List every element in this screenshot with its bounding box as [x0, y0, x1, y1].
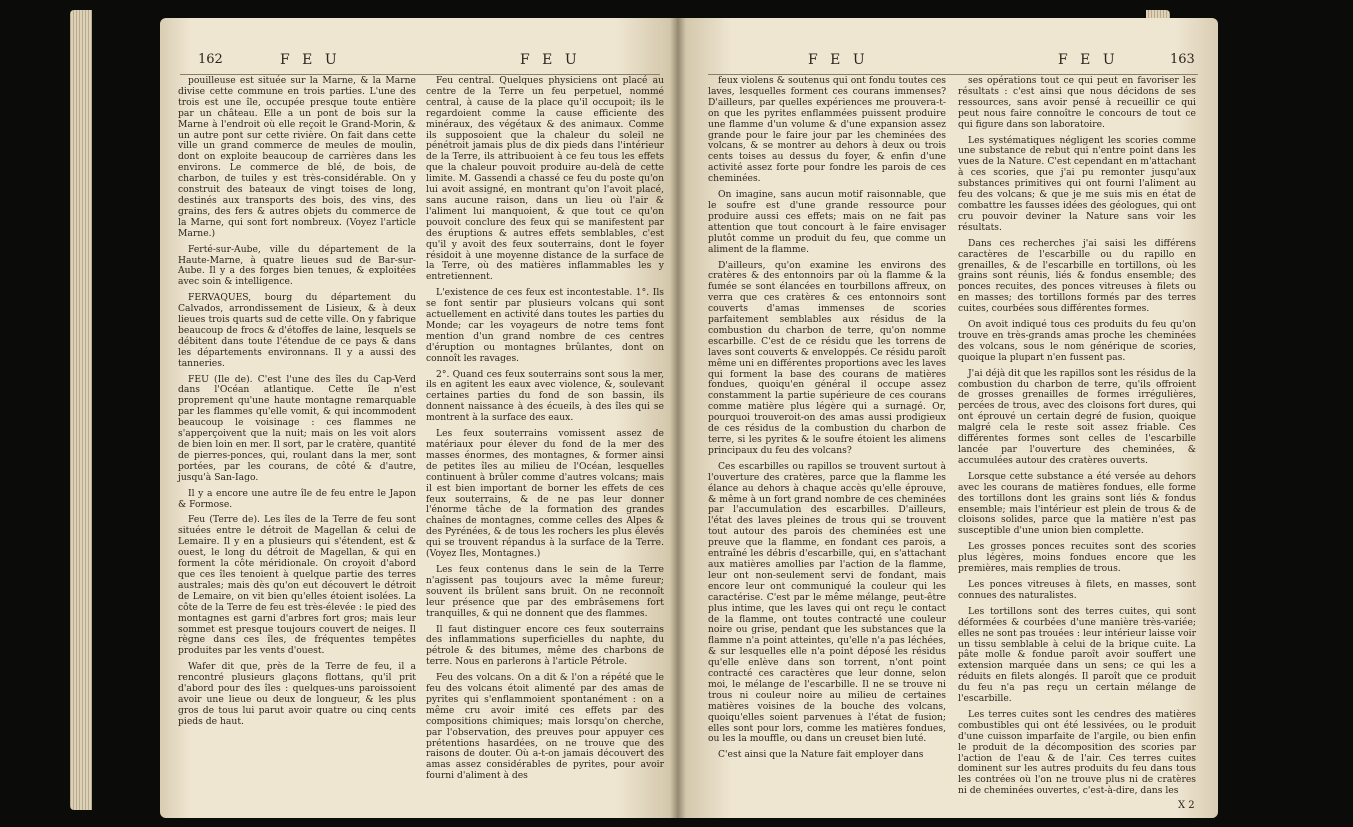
left-column-2	[426, 76, 664, 787]
paragraph: Feu des volcans. On a dit & l'on a répété que le feu des volcans étoit alimenté par des amas de pyrites qui s'enflammoient spontanément : on a même cru avoir imité ces effets par des compositions chimiques; mais lorsqu'on cherche, par l'observation, des preuves pour appuyer ces prétentions hasardées, on ne trouve que des raisons de douter. Où a-t-on jamais découvert des amas assez considérables de pyrites, pour avoir fourni d'aliment à des	[426, 672, 664, 782]
right-page	[678, 18, 1218, 818]
paragraph: Les ponces vitreuses à filets, en masses, sont connues des naturalistes.	[958, 578, 1196, 601]
paragraph: pouilleuse est située sur la Marne, & la Marne divise cette commune en trois parties. L'une des trois est une île, occupée presque toute entière par un château. Elle a un pont de bois sur la Marne à l'endroit où elle reçoit le Grand-Morin, & un autre pont sur cette rivière. On fait dans cette ville un grand commerce de meules de moulin, dont on exploite beaucoup de carrières dans les environs. Le commerce de blé, de bois, de charbon, de tuiles y est très-considérable. On y construit des bateaux de vingt toises de long, destinés aux transports des bois, des vins, des grains, des fers & autres objets du commerce de la Marne, qui sont fort nombreux. (Voyez l'article Marne.)	[178, 75, 416, 239]
paragraph: Feu (Terre de). Les îles de la Terre de feu sont situées entre le détroit de Magellan & celui de Lemaire. Il y en a plusieurs qui s'étendent, est & ouest, le long du détroit de Magellan, & qui en forment la côte méridionale. On croyoit d'abord que ces îles tenoient à quelque partie des terres australes; mais dès qu'on eut découvert le détroit de Lemaire, on vit bien qu'elles étoient isolées. La côte de la Terre de feu est très-élevée : le pied des montagnes est garni d'arbres fort gros; mais leur sommet est presque toujours couvert de neiges. Il règne dans ces îles, de fréquentes tempêtes produites par les vents d'ouest.	[178, 514, 416, 657]
running-header-left-2: F E U	[520, 52, 581, 68]
page-number-left: 162	[198, 52, 223, 67]
paragraph: Les feux contenus dans le sein de la Terre n'agissent pas toujours avec la même fureur; souvent ils brûlent sans bruit. On ne reconnoît leur présence que par des embrâsemens fort tranquilles, & qui ne donnent que des flammes.	[426, 563, 664, 619]
paragraph: Lorsque cette substance a été versée au dehors avec les courans de matières fondues, elle forme des tortillons dont les grains sont liés & fondus ensemble; mais l'intérieur est plein de trous & de cloisons solides, parce que la matière n'est pas susceptible d'une union bien complette.	[958, 470, 1196, 537]
paragraph: FERVAQUES, bourg du département du Calvados, arrondissement de Lisieux, & à deux lieues trois quarts sud de cette ville. On y fabrique beaucoup de frocs & d'étoffes de laine, lesquels se débitent dans toute l'étendue de ce pays & dans les départements environnans. Il y a aussi des tanneries.	[178, 292, 416, 369]
running-header-left-1: F E U	[280, 52, 341, 68]
paragraph: On imagine, sans aucun motif raisonnable, que le soufre est d'une grande ressource pour produire aussi ces effets; mais on ne fait pas attention que tout concourt à le faire envisager plutôt comme un produit du feu, que comme un aliment de la flamme.	[708, 189, 946, 255]
paragraph: Les tortillons sont des terres cuites, qui sont déformées & courbées d'une manière très-variée; elles ne sont pas trouées : leur intérieur laisse voir un tissu semblable à celui de la brique cuite. La pâte molle & fondue paroît avoir souffert une extension marquée dans un sens; ce qui les a réduits en filets alongés. Il paroît que ce produit du feu n'a pas reçu un certain mélange de l'escarbille.	[958, 605, 1196, 705]
paragraph: Les feux souterrains vomissent assez de matériaux pour élever du fond de la mer des masses énormes, des montagnes, & former ainsi de petites îles au milieu de l'Océan, lesquelles continuent à brûler comme d'autres volcans; mais il est bien important de borner les effets de ces feux souterrains, & de ne pas leur donner l'énorme tâche de la formation des grandes chaînes de montagnes, comme celles des Alpes & des Pyrénées, & de tous les rochers les plus élevés qui se trouvent répandus à la surface de la Terre. (Voyez Iles, Montagnes.)	[426, 428, 664, 560]
paragraph: Feu central. Quelques physiciens ont placé au centre de la Terre un feu perpetuel, nommé central, à cause de la place qu'il occupoit; ils le regardoient comme la cause efficiente des minéraux, des végétaux & des animaux. Comme ils supposoient que la chaleur du soleil ne pénétroit jamais plus de dix pieds dans l'intérieur de la Terre, ils attribuoient à ce feu tous les effets que la chaleur pouvoit produire au-delà de cette limite. M. Gassendi a chassé ce feu du poste qu'on lui avoit assigné, en montrant qu'on l'avoit placé, sans aucune raison, dans un lieu où l'air & l'aliment lui manquoient, & que tout ce qu'on pouvoit conclure des feux qui se manifestent par des éruptions & autres effets semblables, c'est qu'il y avoit des feux souterrains, dont le foyer résidoit à une moyenne distance de la surface de la Terre, où des matières inflammables les y entretiennent.	[426, 75, 664, 283]
open-book	[70, 18, 1290, 818]
paragraph: D'ailleurs, qu'on examine les environs des cratères & des entonnoirs par où la flamme & la fumée se sont élancées en tourbillons affreux, on verra que ces cratères & ces entonnoirs sont couverts d'amas immenses de scories parfaitement semblables aux résidus de la combustion du charbon de terre, qu'on nomme escarbille. C'est de ce résidu que les torrens de laves sont couverts & enveloppés. Ce résidu paroît même uni en différentes proportions avec les laves qui forment la base des courans de matières fondues, quoiqu'en général il occupe assez constamment la partie supérieure de ces courans comme matière plus légère qui a surnagé. Or, pourquoi trouveroit-on des amas aussi prodigieux de ces résidus de la combustion du charbon de terre, si les pyrites & le soufre étoient les alimens principaux du feu des volcans?	[708, 259, 946, 456]
paragraph: Wafer dit que, près de la Terre de feu, il a rencontré plusieurs glaçons flottans, qu'il prit d'abord pour des îles : quelques-uns paroissoient avoir une lieue ou deux de longueur, & les plus gros de tous lui parut avoir quatre ou cinq cents pieds de haut.	[178, 661, 416, 727]
paragraph: L'existence de ces feux est incontestable. 1°. Ils se font sentir par plusieurs volcans qui sont actuellement en activité dans toutes les parties du Monde; car les voyageurs de notre tems font mention d'un grand nombre de ces centres d'éruption ou montagnes brûlantes, dont on connoît les ravages.	[426, 287, 664, 364]
left-column-1	[178, 76, 416, 733]
right-column-1	[708, 76, 946, 766]
paragraph: 2°. Quand ces feux souterrains sont sous la mer, ils en agitent les eaux avec violence, &, soulevant certaines parties du fond de son bassin, ils donnent naissance à des écueils, à des îles qui se montrent à la surface des eaux.	[426, 368, 664, 424]
paragraph: Les grosses ponces recuites sont des scories plus légères, moins fondues encore que les premières, mais remplies de trous.	[958, 541, 1196, 575]
paragraph: ses opérations tout ce qui peut en favoriser les résultats : c'est ainsi que nous décidons de ses ressources, sans avoir pensé à recueillir ce qui peut nous faire connoître le concours de tout ce qui figure dans son laboratoire.	[958, 75, 1196, 130]
paragraph: Ces escarbilles ou rapillos se trouvent surtout à l'ouverture des cratères, parce que la flamme les élance au dehors à chaque accès qu'elle éprouve, & même à un fort grand nombre de ces cheminées par l'accumulation des escarbilles. D'ailleurs, l'état des laves pleines de trous qui se trouvent tout autour des parois des cheminées est une preuve que la flamme, en fondant ces parois, a entraîné les débris d'escarbille, qui, en s'attachant aux matières amollies par l'action de la flamme, leur ont non-seulement servi de fondant, mais encore leur ont communiqué la couleur qui les caractérise. C'est par le même mélange, peut-être plus intime, que les laves qui ont reçu le contact de la flamme, ont toutes contracté une couleur noire ou grise, pendant que les substances que la flamme n'a point atteintes, qu'elle n'a pas léchées, & sur lesquelles elle n'a point déposé les résidus qu'elle enlève dans son torrent, n'ont point contracté ces caractères que leur donne, selon moi, le mélange de l'escarbille. Il ne se trouve ni trous ni couleur noire au milieu de certaines matières voisines de la bouche des volcans, quoiqu'elles soient parvenues à l'état de fusion; elles sont pour lors, comme les matières fondues, ou les la mouffle, ou dans un creuset bien luté.	[708, 460, 946, 745]
running-header-right-1: F E U	[808, 52, 869, 68]
paragraph: C'est ainsi que la Nature fait employer dans	[718, 749, 924, 761]
paragraph: Il y a encore une autre île de feu entre le Japon & Formose.	[178, 487, 416, 510]
paragraph: Les terres cuites sont les cendres des matières combustibles qui ont été lessivées, ou le produit d'une cuisson imparfaite de l'argile, ou bien enfin le produit de la décomposition des scories par l'action de l'eau & de l'air. Ces terres cuites dominent sur les autres produits du feu dans tous les contrées où l'on ne trouve plus ni de cratères ni de cheminées ouvertes, c'est-à-dire, dans les	[958, 708, 1196, 797]
paragraph: feux violens & soutenus qui ont fondu toutes ces laves, lesquelles forment ces courans immenses? D'ailleurs, par quelles expériences me prouvera-t-on que les pyrites enflammées puissent produire une flamme d'un volume & d'une expansion assez grande pour le faire jour par les cheminées des volcans, & se montrer au dehors à deux ou trois cents toises au dessus du foyer, & enfin d'une activité assez forte pour fondre les parois de ces cheminées.	[708, 75, 946, 185]
paragraph: FEU (Ile de). C'est l'une des îles du Cap-Verd dans l'Océan atlantique. Cette île n'est proprement qu'une haute montagne remarquable par les flammes qu'elle vomit, & qui incommodent beaucoup le voisinage : ces flammes ne s'apperçoivent que la nuit; mais on les voit alors de bien loin en mer. Il sort, par le cratère, quantité de pierres-ponces, qui, roulant dans la mer, sont portées, par les courans, de côté & d'autre, jusqu'à San-Iago.	[178, 373, 416, 483]
right-column-2	[958, 76, 1196, 802]
paragraph: Les systématiques négligent les scories comme une substance de rebut qui n'entre point dans les vues de la Nature. C'est cependant en m'attachant à ces scories, que j'ai pu remonter jusqu'aux substances primitives qui ont fourni l'aliment au feu des volcans; & que je me suis mis en état de combattre les fausses idées des géologues, qui ont cru pouvoir deviner la Nature sans voir les résultats.	[958, 134, 1196, 233]
page-number-right: 163	[1170, 52, 1195, 67]
left-page	[160, 18, 678, 818]
signature-mark: X 2	[1178, 800, 1195, 811]
paragraph: On avoit indiqué tous ces produits du feu qu'on trouve en très-grands amas proche les cheminées des volcans, sous le nom générique de scories, quoique la plupart n'en fussent pas.	[958, 319, 1196, 363]
running-header-right-2: F E U	[1058, 52, 1119, 68]
paragraph: Il faut distinguer encore ces feux souterrains des inflammations superficielles du naphte, du pétrole & des bitumes, même des charbons de terre. Nous en parlerons à l'article Pétrole.	[426, 623, 664, 668]
paragraph: J'ai déjà dit que les rapillos sont les résidus de la combustion du charbon de terre, qu'ils offroient de grosses grenailles de formes irrégulières, percées de trous, avec des cloisons fort dures, qui ont éprouvé un certain degré de fusion, quoique malgré cela le reste soit assez friable. Ces différentes formes sont celles de l'escarbille lancée par l'ouverture des cheminées, & accumulées autour des cratères ouverts.	[958, 367, 1196, 466]
paragraph: Ferté-sur-Aube, ville du département de la Haute-Marne, à quatre lieues sud de Bar-sur-Aube. Il y a des forges bien tenues, & exploitées avec soin & intelligence.	[178, 243, 416, 288]
paragraph: Dans ces recherches j'ai saisi les différens caractères de l'escarbille ou du rapillo en grenailles, & de l'escarbille en tortillons, où les grains sont réunis, liés & fondus ensemble; des ponces recuites, des ponces vitreuses à filets ou en masses; des tortillons formés par des terres cuites, courbées sous différentes formes.	[958, 237, 1196, 315]
book-gutter	[670, 18, 686, 818]
